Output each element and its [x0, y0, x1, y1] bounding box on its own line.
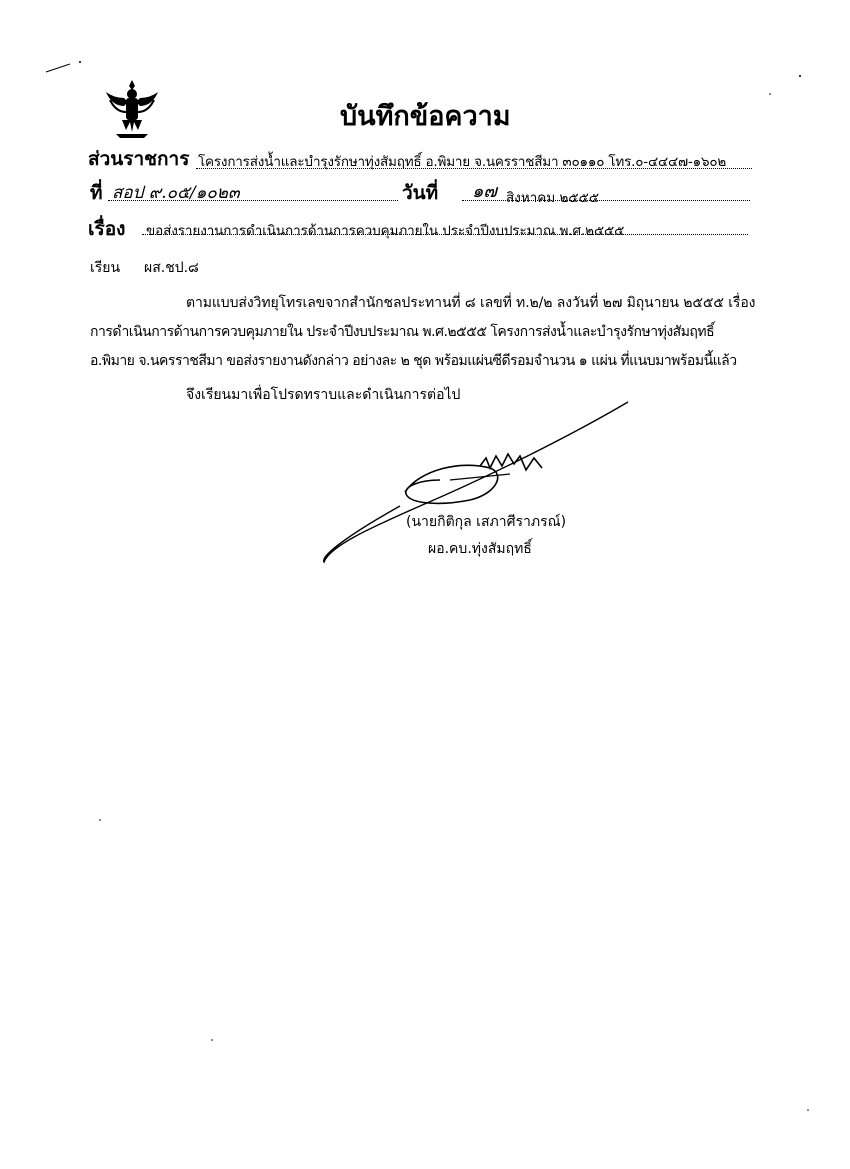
paragraph-line-1: ตามแบบส่งวิทยุโทรเลขจากสำนักชลประทานที่ ๘ เลขที่ ท.๒/๒ ลงวันที่ ๒๗ มิถุนายน ๒๕๕๕ เรื่อง [186, 295, 756, 311]
ref-value: สอป ๙.๐๕/๑๐๒๓ [112, 183, 240, 203]
agency-label: ส่วนราชการ [88, 148, 190, 170]
subject-label: เรื่อง [88, 218, 126, 240]
signer-name: (นายกิติกุล เสภาศีราภรณ์) [406, 514, 567, 530]
signer-position: ผอ.คบ.ทุ่งสัมฤทธิ์ [428, 541, 532, 557]
date-month-year: สิงหาคม ๒๕๕๕ [506, 190, 600, 206]
date-label: วันที่ [402, 182, 439, 204]
paragraph-line-2: การดำเนินการด้านการควบคุมภายใน ประจำปีงบประมาณ พ.ศ.๒๕๕๕ โครงการส่งน้ำและบำรุงรักษาทุ่งสัมฤทธิ์ [90, 324, 715, 340]
subject-value: ขอส่งรายงานการดำเนินการด้านการควบคุมภายใน ประจำปีงบประมาณ พ.ศ.๒๕๕๕ [146, 223, 625, 239]
closing-text: จึงเรียนมาเพื่อโปรดทราบและดำเนินการต่อไป [186, 387, 461, 403]
memo-title: บันทึกข้อความ [340, 101, 511, 132]
ref-label: ที่ [90, 182, 103, 204]
agency-value: โครงการส่งน้ำและบำรุงรักษาทุ่งสัมฤทธิ์ อ.พิมาย จ.นครราชสีมา ๓๐๑๑๐ โทร.๐-๔๔๔๗-๑๖๐๒ [198, 154, 727, 170]
to-value: ผส.ชป.๘ [144, 260, 199, 276]
date-day: ๑๗ [472, 181, 497, 202]
paragraph-line-3: อ.พิมาย จ.นครราชสีมา ขอส่งรายงานดังกล่าว อย่างละ ๒ ชุด พร้อมแผ่นซีดีรอมจำนวน ๑ แผ่น ที่แนบมาพร้อมนี้แล้ว [90, 353, 737, 369]
to-label: เรียน [90, 260, 121, 276]
